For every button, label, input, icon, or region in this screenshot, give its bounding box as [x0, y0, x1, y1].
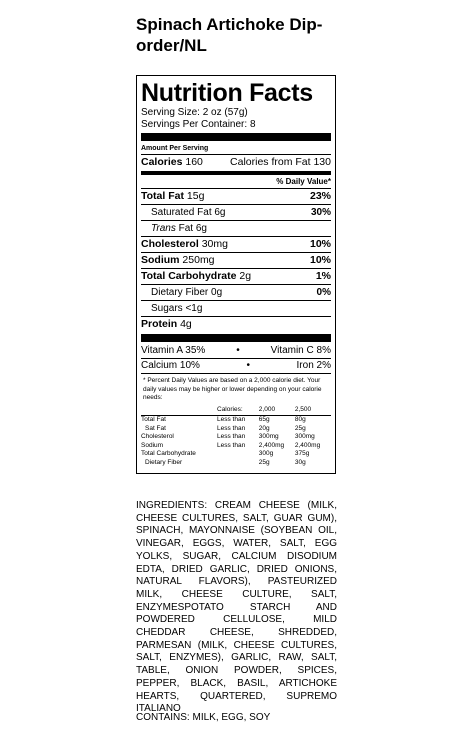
- nutrient-amount: <1g: [185, 303, 203, 314]
- nutrient-amount: 15g: [186, 190, 205, 202]
- nutrient-amount: 250mg: [182, 254, 215, 266]
- nutrient-row-sugars: [141, 301, 331, 316]
- table-row: [141, 459, 331, 468]
- table-row: [141, 416, 331, 425]
- nutrient-dv: 0%: [316, 287, 331, 298]
- divider-thick: [141, 334, 331, 342]
- table-cell: Less than: [217, 416, 246, 423]
- nutrient-amount: 30mg: [201, 238, 228, 250]
- table-cell: [141, 406, 217, 416]
- table-cell: 300mg: [258, 433, 279, 440]
- table-cell: 25g: [294, 424, 306, 432]
- vitamin-left: Calcium 10%: [141, 360, 200, 371]
- calories-label: Calories: [141, 156, 183, 168]
- nutrient-label: Total Carbohydrate: [141, 270, 237, 282]
- table-row: [141, 450, 331, 459]
- nutrient-row-trans-fat: [141, 221, 331, 236]
- vitamin-left: Vitamin A 35%: [141, 345, 206, 356]
- nutrient-amount: 6g: [214, 207, 226, 218]
- table-cell: 80g: [294, 416, 306, 423]
- vitamin-row: [141, 359, 331, 373]
- nutrient-dv: 23%: [309, 190, 331, 202]
- nutrient-dv: 30%: [310, 207, 331, 218]
- table-cell: Cholesterol: [141, 433, 174, 440]
- nutrient-label: Sodium: [141, 254, 180, 266]
- table-row: [141, 442, 331, 451]
- nutrient-label: Total Fat: [141, 190, 184, 202]
- daily-value-table: [141, 406, 331, 468]
- table-cell: Total Fat: [141, 416, 166, 423]
- table-cell: 2,000: [259, 406, 295, 416]
- nutrient-dv: 10%: [309, 254, 331, 266]
- table-row: [141, 425, 331, 434]
- nutrition-facts-title: Nutrition Facts: [141, 79, 313, 107]
- nutrient-amount: 0g: [211, 287, 223, 298]
- table-cell: 300g: [258, 450, 274, 457]
- table-cell: Dietary Fiber: [145, 458, 183, 466]
- table-row: [141, 433, 331, 442]
- divider-thick: [141, 133, 331, 141]
- nutrient-label: Cholesterol: [141, 238, 199, 250]
- table-cell: 65g: [258, 416, 270, 423]
- vitamin-separator: •: [246, 360, 250, 371]
- nutrient-amount: 6g: [195, 223, 207, 234]
- allergen-contains: CONTAINS: MILK, EGG, SOY: [136, 712, 271, 723]
- amount-per-serving-label: Amount Per Serving: [141, 145, 209, 152]
- ingredients-text: INGREDIENTS: CREAM CHEESE (MILK, CHEESE CULTURES, SALT, GUAR GUM), SPINACH, MAYONNAISE (SOYBEAN OIL, VINEGAR, EGGS, WATER, SALT, EGG YOLKS, SUGAR, CALCIUM DISODIUM EDTA, DRIED GARLIC, DRIED ONIONS, NATURAL FLAVORS), PASTEURIZED MILK, CHEESE CULTURE, SALT, ENZYMESPOTATO STARCH AND POWDERED CELLULOSE, MILD CHEDDAR CHEESE, SHREDDED, PARMESAN (MILK, CHEESE CULTURES, SALT, ENZYMES), GARLIC, RAW, SALT, TABLE, ONION POWDER, SPICES, PEPPER, BLACK, BASIL, ARTICHOKE HEARTS, QUARTERED, SUPREMO ITALIANO: [136, 500, 337, 715]
- nutrient-label: Dietary Fiber: [151, 287, 209, 298]
- nutrient-row-saturated-fat: [141, 205, 331, 220]
- table-cell: Sat Fat: [145, 424, 166, 432]
- nutrient-row-sodium: [141, 253, 331, 268]
- nutrient-dv: 1%: [315, 270, 331, 282]
- table-cell: 2,500: [295, 406, 331, 416]
- nutrient-dv: 10%: [309, 238, 331, 250]
- table-cell: [217, 450, 259, 459]
- vitamin-right: Vitamin C 8%: [270, 345, 331, 356]
- nutrient-row-cholesterol: [141, 237, 331, 252]
- servings-per-container: Servings Per Container: 8: [141, 119, 256, 130]
- nutrient-label: Trans: [151, 223, 176, 234]
- nutrient-label-suffix: Fat: [175, 223, 194, 234]
- nutrient-row-protein: [141, 317, 331, 332]
- table-cell: Sodium: [141, 441, 164, 449]
- nutrition-facts-label: [136, 75, 336, 474]
- vitamin-right: Iron 2%: [296, 360, 331, 371]
- table-cell: 2,400mg: [258, 441, 285, 449]
- nutrient-amount: 2g: [239, 270, 252, 282]
- table-cell: 375g: [294, 450, 310, 457]
- table-cell: Total Carbohydrate: [141, 450, 196, 457]
- calories-from-fat: Calories from Fat 130: [230, 156, 331, 168]
- table-cell: 25g: [258, 458, 270, 466]
- daily-value-header: % Daily Value*: [276, 177, 331, 186]
- product-title: Spinach Artichoke Dip-order/NL: [136, 15, 323, 55]
- divider-medium: [141, 171, 331, 175]
- nutrient-amount: 4g: [180, 318, 192, 330]
- amount-per-serving: [141, 143, 331, 154]
- nutrient-row-total-fat: [141, 189, 331, 204]
- table-cell: 300mg: [294, 433, 315, 440]
- calories-row: [141, 155, 331, 170]
- table-cell: Calories:: [217, 406, 259, 416]
- table-cell: 30g: [294, 458, 306, 466]
- table-row: [141, 406, 331, 416]
- table-cell: [217, 459, 259, 468]
- table-cell: Less than: [217, 424, 246, 432]
- table-cell: Less than: [217, 433, 246, 440]
- table-cell: Less than: [217, 441, 246, 449]
- table-cell: 20g: [258, 424, 270, 432]
- nutrient-row-dietary-fiber: [141, 285, 331, 300]
- nutrient-row-total-carbohydrate: [141, 269, 331, 284]
- vitamin-separator: •: [236, 345, 240, 356]
- vitamin-row: [141, 344, 331, 358]
- nutrient-label: Sugars: [151, 303, 183, 314]
- nutrient-label: Protein: [141, 318, 178, 330]
- calories-value: 160: [185, 156, 203, 168]
- daily-value-footnote: * Percent Daily Values are based on a 2,000 calorie diet. Your daily values may be higher or lower depending on your calorie needs:: [143, 377, 322, 401]
- nutrient-label: Saturated Fat: [151, 207, 212, 218]
- serving-size: Serving Size: 2 oz (57g): [141, 107, 248, 118]
- table-cell: 2,400mg: [294, 441, 321, 449]
